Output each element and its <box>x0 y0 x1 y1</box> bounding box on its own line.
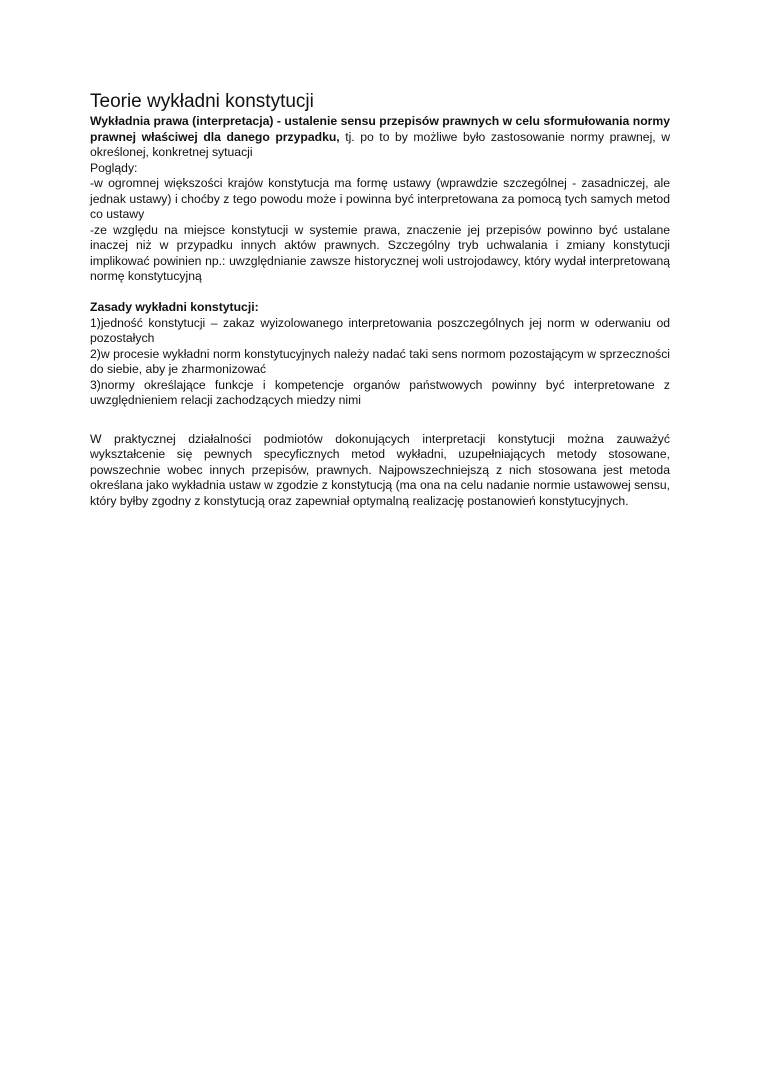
document-page <box>90 90 670 509</box>
view-item: -ze względu na miejsce konstytucji w systemie prawa, znaczenie jej przepisów powinno być ustalane inaczej niż w przypadku innych aktów prawnych. Szczególny tryb uchwalania i zmiany konstytucji implikować powinien np.: uwzględnianie zawsze historycznej woli ustrojodawcy, który wydał interpretowaną normę konstytucyjną <box>90 222 670 283</box>
document-title: Teorie wykładni konstytucji <box>90 91 314 112</box>
principle-item: 1)jedność konstytucji – zakaz wyizolowanego interpretowania poszczególnych jej norm w oderwaniu od pozostałych <box>90 315 670 345</box>
closing-paragraph: W praktycznej działalności podmiotów dokonujących interpretacji konstytucji można zauważyć wykształcenie się pewnych specyficznych metod wykładni, uzupełniających metody stosowane, powszechnie wobec innych przepisów, prawnych. Najpowszechniejszą z nich stosowana jest metoda określana jako wykładnia ustaw w zgodzie z konstytucją (ma ona na celu nadanie normie ustawowej sensu, który byłby zgodny z konstytucją oraz zapewniał optymalną realizację postanowień konstytucyjnych. <box>90 431 670 508</box>
spacer <box>90 409 670 432</box>
definition-bold-text: Wykładnia prawa (interpretacja) - ustalenie sensu przepisów prawnych w celu sformułowania normy prawnej właściwej dla danego przypadku, <box>90 114 670 144</box>
principle-item: 3)normy określające funkcje i kompetencje organów państwowych powinny być interpretowane z uwzględnieniem relacji zachodzących miedzy nimi <box>90 377 670 407</box>
view-item: -w ogromnej większości krajów konstytucja ma formę ustawy (wprawdzie szczególnej - zasadniczej, ale jednak ustawy) i choćby z tego powodu może i powinna być interpretowana za pomocą tych samych metod co ustawy <box>90 176 670 221</box>
views-label: Poglądy: <box>90 160 138 175</box>
definition-rest-text: tj. po to by możliwe było zastosowanie normy prawnej, w określonej, konkretnej sytuacji <box>90 129 670 159</box>
spacer <box>90 285 670 301</box>
principle-item: 2)w procesie wykładni norm konstytucyjnych należy nadać taki sens normom pozostającym w sprzeczności do siebie, aby je zharmonizować <box>90 346 670 376</box>
principles-heading: Zasady wykładni konstytucji: <box>90 300 259 314</box>
definition-paragraph <box>90 114 670 161</box>
